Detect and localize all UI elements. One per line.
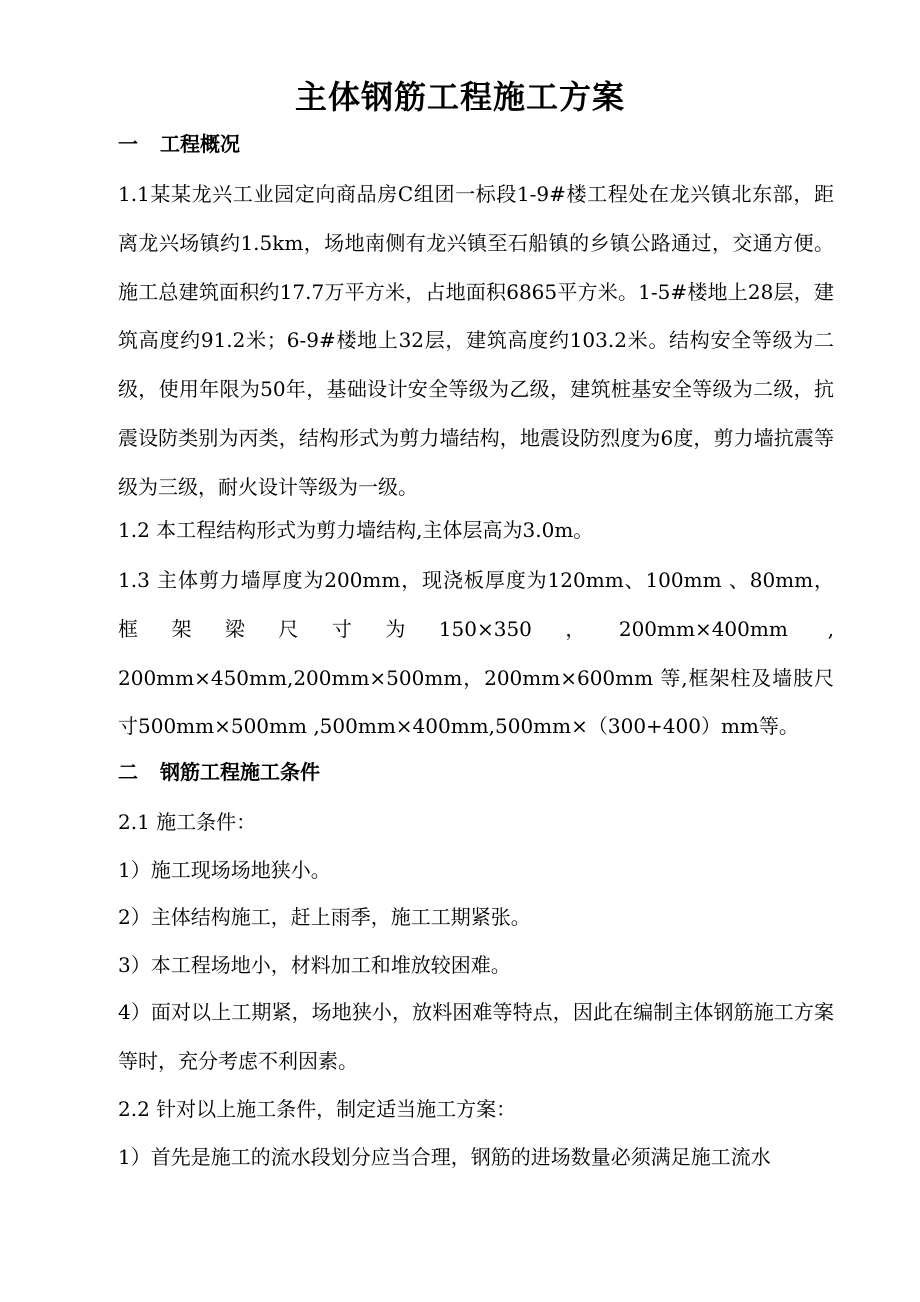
paragraph-1-1: 1.1某某龙兴工业园定向商品房C组团一标段1-9#楼工程处在龙兴镇北东部，距离龙兴场镇约1.5km，场地南侧有龙兴镇至石船镇的乡镇公路通过，交通方便。施工总建筑面积约17.7万平方米，占地面积6865平方米。1-5#楼地上28层，建筑高度约91.2米；6-9#楼地上32层，建筑高度约103.2米。结构安全等级为二级，使用年限为50年，基础设计安全等级为乙级，建筑桩基安全等级为二级，抗震设防类别为丙类，结构形式为剪力墙结构，地震设防烈度为6度，剪力墙抗震等级为三级，耐火设计等级为一级。 bbox=[118, 182, 834, 499]
section-heading-overview bbox=[118, 128, 240, 160]
section-heading-text: 工程概况 bbox=[160, 132, 240, 156]
list-item: 1）施工现场场地狭小。 bbox=[118, 858, 331, 882]
section-heading-text: 钢筋工程施工条件 bbox=[160, 760, 320, 784]
paragraph-1-2: 1.2 本工程结构形式为剪力墙结构,主体层高为3.0m。 bbox=[118, 518, 594, 542]
list-item: 3）本工程场地小，材料加工和堆放较困难。 bbox=[118, 953, 511, 977]
section-number: 二 bbox=[118, 760, 138, 784]
list-item: 4）面对以上工期紧，场地狭小，放料困难等特点，因此在编制主体钢筋施工方案等时，充分考虑不利因素。 bbox=[118, 1000, 834, 1073]
list-item: 2）主体结构施工，赶上雨季，施工工期紧张。 bbox=[118, 905, 531, 929]
document-title: 主体钢筋工程施工方案 bbox=[294, 78, 625, 116]
section-heading-conditions bbox=[118, 756, 320, 788]
list-item: 1）首先是施工的流水段划分应当合理，钢筋的进场数量必须满足施工流水 bbox=[118, 1145, 771, 1169]
paragraph-1-3: 1.3 主体剪力墙厚度为200mm，现浇板厚度为120mm、100mm 、80mm，框架梁尺寸为150×350，200mm×400mm , 200mm×450mm,200mm×500mm，200mm×600mm 等,框架柱及墙肢尺寸500mm×500mm ,500mm×400mm,500mm×（300+400）mm等。 bbox=[118, 568, 834, 739]
section-number: 一 bbox=[118, 132, 138, 156]
paragraph-2-2: 2.2 针对以上施工条件，制定适当施工方案： bbox=[118, 1097, 517, 1121]
paragraph-2-1: 2.1 施工条件： bbox=[118, 810, 257, 834]
